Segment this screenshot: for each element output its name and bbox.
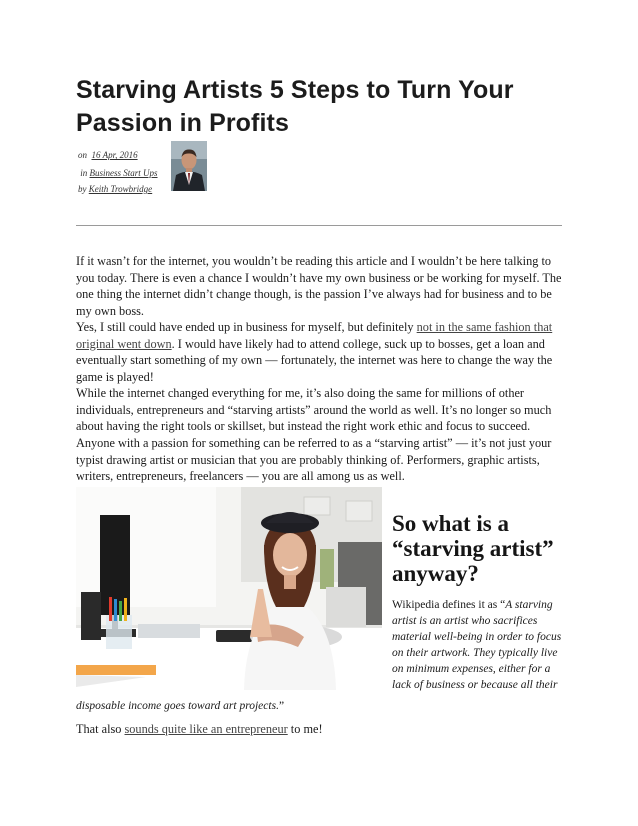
original-story-link[interactable]: not in the same fashion that original went down	[76, 320, 553, 351]
article-title: Starving Artists 5 Steps to Turn Your Passion in Profits	[76, 76, 514, 137]
post-author-line	[78, 184, 152, 195]
definition-continuation	[76, 698, 284, 714]
artist-hero-image	[76, 487, 382, 690]
definition-quote: A starving artist is an artist who sacrifices material well-being in order to focus on their artwork. They typically live on minimum expenses, either for a lack of business or because all their	[392, 599, 562, 692]
closing-text-start: That also	[76, 722, 125, 736]
p2-text-start: Yes, I still could have ended up in business for myself, but definitely	[76, 320, 417, 334]
paragraph-4: Anyone with a passion for something can be referred to as a “starving artist” — it’s not just your typist drawing artist or musician that you are probably thinking of. Performers, graphic artists, writers, entrepreneurs, freelancers — you are all among us as well.	[76, 436, 552, 483]
entrepreneur-link[interactable]: sounds quite like an entrepreneur	[124, 722, 288, 736]
closing-text-end: to me!	[287, 722, 323, 736]
closing-line	[76, 721, 323, 737]
post-date-link[interactable]: 16 Apr, 2016	[91, 150, 138, 160]
post-category-line	[78, 168, 158, 179]
paragraph-2	[76, 319, 562, 385]
definition-intro: Wikipedia defines it as “	[392, 599, 506, 611]
paragraph-3: While the internet changed everything for me, it’s also doing the same for millions of other individuals, entrepreneurs and “starving artists” around the world as well. It’s no longer so much about having the right tools or skillset, but instead the right work ethic and focus to succeed.	[76, 386, 552, 433]
category-link[interactable]: Business Start Ups	[89, 168, 158, 178]
date-prefix: on	[78, 150, 87, 160]
p2-text-end: . I would have likely had to attend college, suck up to bosses, get a loan and eventually start something of my own — fortunately, the internet was here to change the way the game is played!	[76, 336, 553, 384]
intro-paragraph: If it wasn’t for the internet, you wouldn’t be reading this article and I wouldn’t be here talking to you today. There is even a chance I wouldn’t have my own business or be working for myself. The one thing the internet didn’t change though, is the passion I’ve always had for business and to be my own boss.	[76, 254, 562, 318]
post-date-line	[78, 150, 138, 161]
section-heading: So what is a “starving artist” anyway?	[392, 511, 554, 586]
person-portrait-icon	[171, 141, 207, 191]
definition-quote-end: disposable income goes toward art projects.	[76, 700, 279, 712]
artist-at-desk-illustration	[76, 487, 382, 690]
category-prefix: in	[80, 168, 88, 178]
header-divider	[76, 225, 562, 226]
closing-quote-mark: ”	[278, 700, 285, 712]
author-prefix: by	[78, 184, 87, 194]
author-link[interactable]: Keith Trowbridge	[88, 184, 153, 194]
wikipedia-definition	[392, 597, 568, 694]
author-avatar	[171, 141, 207, 191]
